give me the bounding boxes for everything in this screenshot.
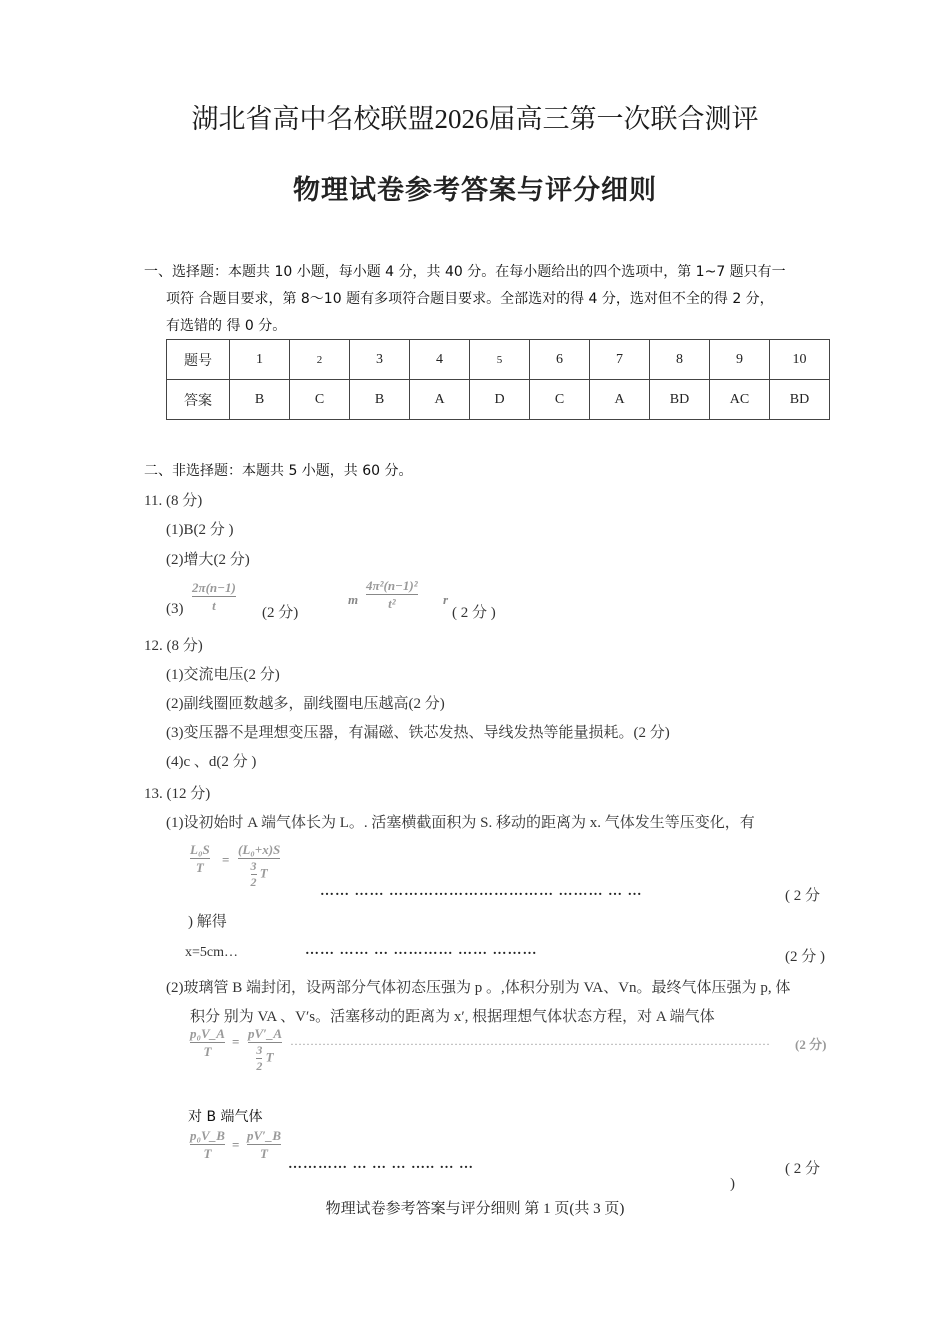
formula-denominator: t² <box>388 596 396 611</box>
fraction-three-halves <box>256 1044 262 1073</box>
q13-result-x: x=5cm… <box>185 945 238 960</box>
table-cell: 10 <box>770 340 830 380</box>
formula-numerator: 3 <box>250 859 257 873</box>
table-cell: A <box>590 380 650 420</box>
q11-formula-m: m <box>348 592 359 607</box>
table-cell: BD <box>650 380 710 420</box>
q13-part1: (1)设初始时 A 端气体长为 L。. 活塞横截面积为 S. 移动的距离为 x. 气体发生等压变化，有 <box>166 815 755 831</box>
table-cell: 1 <box>230 340 290 380</box>
section2-heading: 二、非选择题：本题共 5 小题，共 60 分。 <box>144 463 413 479</box>
table-header-answer: 答案 <box>167 380 230 420</box>
equals-sign: = <box>222 852 230 867</box>
table-cell: B <box>230 380 290 420</box>
q11-heading: 11. (8 分) <box>144 493 203 509</box>
q11-score1: (2 分) <box>262 605 299 621</box>
q13-eq1-right <box>238 842 280 889</box>
formula-T: T <box>259 865 268 881</box>
fraction-three-halves <box>251 860 257 889</box>
table-cell: 6 <box>530 340 590 380</box>
page-footer: 物理试卷参考答案与评分细则 第 1 页(共 3 页) <box>325 1201 625 1217</box>
fraction-bar <box>366 594 418 595</box>
q12-part2: (2)副线圈匝数越多，副线圈电压越高(2 分) <box>166 696 445 712</box>
q11-score2: ( 2 分 ) <box>452 605 496 621</box>
formula-numerator: p₀V_B <box>190 1128 225 1143</box>
q12-heading: 12. (8 分) <box>144 638 203 654</box>
table-row-answers <box>167 380 830 420</box>
fraction-bar <box>248 1042 282 1043</box>
table-cell: C <box>530 380 590 420</box>
table-cell: 3 <box>350 340 410 380</box>
formula-denominator <box>251 860 268 889</box>
formula-numerator: pV′_B <box>247 1128 281 1143</box>
table-cell: 4 <box>410 340 470 380</box>
section1-intro-line3: 有选错的 得 0 分。 <box>166 318 287 334</box>
table-cell: BD <box>770 380 830 420</box>
q13-result-score: (2 分 ) <box>785 949 825 965</box>
q11-formula-r: r <box>443 592 449 607</box>
q11-part3-label: (3) <box>166 601 184 617</box>
table-cell: A <box>410 380 470 420</box>
table-cell: 2 <box>290 340 350 380</box>
fraction-bar <box>247 1144 281 1145</box>
q13-eq2-right <box>248 1026 282 1073</box>
q13-eq3-dots: ………… … … … ….. … … <box>288 1157 474 1172</box>
table-cell: B <box>350 380 410 420</box>
q12-part3: (3)变压器不是理想变压器，有漏磁、铁芯发热、导线发热等能量损耗。(2 分) <box>166 725 670 741</box>
formula-numerator: 4π²(n−1)² <box>366 578 418 593</box>
q13-eq3-right <box>247 1128 281 1161</box>
q13-eq1-score: ( 2 分 <box>785 888 820 904</box>
q13-eq1-left <box>190 842 210 875</box>
q13-eq3-left <box>190 1128 225 1161</box>
q13-eq2-dots: ………………………………………………………………………………………………………… <box>290 1034 770 1048</box>
formula-numerator: (L₀+x)S <box>238 842 281 857</box>
table-cell: 9 <box>710 340 770 380</box>
fraction-bar <box>190 1042 225 1043</box>
q13-result-dots: …… …… … ………… …… ……… <box>305 943 538 958</box>
q11-formula-force <box>366 578 418 611</box>
formula-denominator: 2 <box>256 1059 263 1073</box>
formula-numerator: p₀V_A <box>190 1026 225 1041</box>
table-cell: D <box>470 380 530 420</box>
equals-sign: = <box>232 1137 240 1152</box>
formula-numerator: L₀S <box>190 842 210 857</box>
q13-eq2-left <box>190 1026 225 1059</box>
q13-eq1-close: ) 解得 <box>188 914 227 930</box>
fraction-bar <box>190 858 210 859</box>
table-row-numbers <box>167 340 830 380</box>
q13-heading: 13. (12 分) <box>144 786 211 802</box>
formula-denominator: 2 <box>250 875 257 889</box>
table-cell: 7 <box>590 340 650 380</box>
q11-formula-omega <box>192 580 236 613</box>
q13-eq2-score: (2 分) <box>795 1037 827 1052</box>
section1-intro-line1: 一、选择题：本题共 10 小题，每小题 4 分，共 40 分。在每小题给出的四个选项中，第 1~7 题只有一 <box>144 264 786 280</box>
document-title: 湖北省高中名校联盟2026届高三第一次联合测评 <box>191 104 759 134</box>
table-header-number: 题号 <box>167 340 230 380</box>
formula-numerator: pV′_A <box>248 1026 282 1041</box>
formula-denominator: T <box>260 1146 268 1161</box>
q13-part2-line1: (2)玻璃管 B 端封闭，设两部分气体初态压强为 p 。,体积分别为 VA、Vn。最终气体压强为 p, 体 <box>166 980 791 996</box>
table-cell: 5 <box>470 340 530 380</box>
equals-sign: = <box>232 1034 240 1049</box>
q12-part1: (1)交流电压(2 分) <box>166 667 280 683</box>
table-cell: 8 <box>650 340 710 380</box>
section1-intro-line2: 项符 合题目要求，第 8～10 题有多项符合题目要求。全部选对的得 4 分，选对但不全的得 2 分， <box>166 291 774 307</box>
formula-denominator: t <box>212 598 216 613</box>
q13-part2-line2: 积分 别为 VA 、V′s。活塞移动的距离为 x′, 根据理想气体状态方程，对 A 端气体 <box>190 1009 715 1025</box>
fraction-bar <box>238 858 280 859</box>
formula-denominator: T <box>203 1044 212 1059</box>
q12-part4: (4)c 、d(2 分 ) <box>166 754 257 770</box>
formula-numerator: 3 <box>256 1043 263 1057</box>
document-subtitle: 物理试卷参考答案与评分细则 <box>293 175 657 206</box>
formula-denominator: T <box>195 860 204 875</box>
formula-denominator <box>256 1044 273 1073</box>
formula-numerator: 2π(n−1) <box>192 580 236 595</box>
q13-eq3-score: ( 2 分 <box>785 1161 820 1177</box>
formula-denominator: T <box>203 1146 212 1161</box>
fraction-bar <box>192 596 236 597</box>
table-cell: C <box>290 380 350 420</box>
answer-table <box>166 339 830 420</box>
q13-for-b: 对 B 端气体 <box>188 1109 263 1125</box>
fraction-bar <box>190 1144 225 1145</box>
q11-part1: (1)B(2 分 ) <box>166 522 234 538</box>
formula-T: T <box>265 1049 274 1065</box>
table-cell: AC <box>710 380 770 420</box>
q13-eq3-close: ) <box>730 1176 735 1192</box>
q11-part2: (2)增大(2 分) <box>166 552 250 568</box>
q13-eq1-dots: …… …… …………………………… ……… … … <box>320 884 643 899</box>
